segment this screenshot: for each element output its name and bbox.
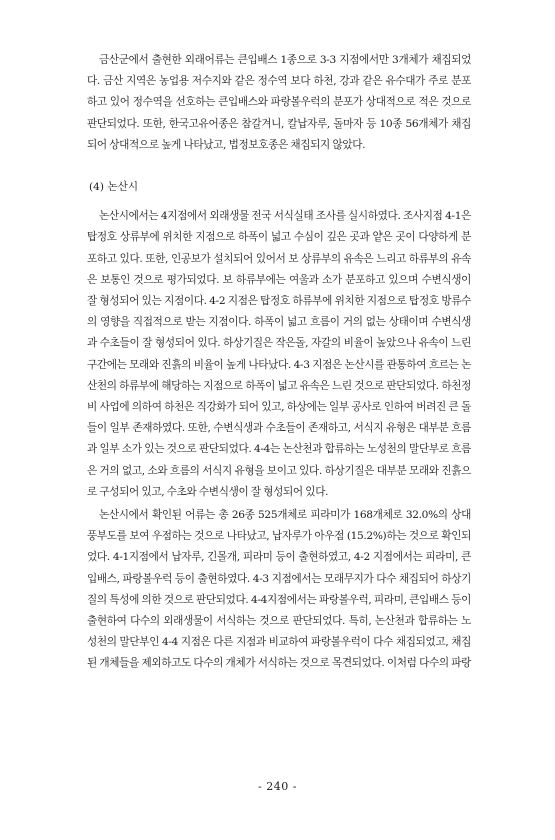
- body-text: [87, 50, 471, 675]
- page-number: - 240 -: [258, 780, 297, 793]
- section-heading-nonsan: (4) 논산시: [89, 181, 139, 194]
- spacer: [87, 198, 471, 206]
- paragraph-nonsan-sites: 논산시에서는 4지점에서 외래생물 전국 서식실태 조사를 실시하였다. 조사지점 4-1은 탑정호 상류부에 위치한 지점으로 하폭이 넓고 수심이 깊은 곳과 얕은 곳이 다양하게 분포하고 있다. 또한, 인공보가 설치되어 있어서 보 상류부의 유속은 느리고 하류부의 유속은 보통인 것으로 평가되었다. 보 하류부에는 여울과 소가 분포하고 있으며 수변식생이 잘 형성되어 있는 지점이다. 4-2 지점은 탑정호 하류부에 위치한 지점으로 탑정호 방류수의 영향을 직접적으로 받는 지점이다. 하폭이 넓고 흐름이 거의 없는 상태이며 수변식생과 수초들이 잘 형성되어 있다. 하상기질은 작은돌, 자갈의 비율이 높았으나 유속이 느린 구간에는 모래와 진흙의 비율이 높게 나타났다. 4-3 지점은 논산시를 관통하여 흐르는 논산천의 하류부에 해당하는 지점으로 하폭이 넓고 유속은 느린 것으로 판단되었다. 하천정비 사업에 의하여 하천은 직강화가 되어 있고, 하상에는 일부 공사로 인하여 버려진 큰 돌들이 일부 존재하였다. 또한, 수변식생과 수초들이 존재하고, 서식지 유형은 대부분 흐름과 일부 소가 있는 것으로 판단되었다. 4-4는 논산천과 합류하는 노성천의 말단부로 흐름은 거의 없고, 소와 흐름의 서식지 유형을 보이고 있다. 하상기질은 대부분 모래와 진흙으로 구성되어 있고, 수초와 수변식생이 잘 형성되어 있다.: [87, 210, 471, 498]
- spacer: [87, 156, 471, 177]
- paragraph-geumsan-summary: 금산군에서 출현한 외래어류는 큰입배스 1종으로 3-3 지점에서만 3개체가 채집되었다. 금산 지역은 농업용 저수지와 같은 정수역 보다 하천, 강과 같은 유수대가 주로 분포하고 있어 정수역을 선호하는 큰입배스와 파랑볼우럭의 분포가 상대적으로 적은 것으로 판단되었다. 또한, 한국고유어종은 참갈겨니, 칼납자루, 돌마자 등 10종 56개체가 채집되어 상대적으로 높게 나타났고, 법정보호종은 채집되지 않았다.: [87, 54, 471, 151]
- paragraph-nonsan-fish: 논산시에서 확인된 어류는 총 26종 525개체로 피라미가 168개체로 32.0%의 상대풍부도를 보여 우점하는 것으로 나타났고, 납자루가 아우점 (15.2%)하는 것으로 확인되었다. 4-1지점에서 납자루, 긴몰개, 피라미 등이 출현하였고, 4-2 지점에서는 피라미, 큰입배스, 파랑볼우럭 등이 출현하였다. 4-3 지점에서는 모래무지가 다수 채집되어 하상기질의 특성에 의한 것으로 판단되었다. 4-4지점에서는 파랑볼우럭, 피라미, 큰입배스 등이 출현하여 다수의 외래생물이 서식하는 것으로 판단되었다. 특히, 논산천과 합류하는 노성천의 말단부인 4-4 지점은 다른 지점과 비교하여 파랑볼우럭이 다수 채집되었고, 채집된 개체들을 제외하고도 다수의 개체가 서식하는 것으로 목견되었다. 이처럼 다수의 파랑: [87, 509, 471, 670]
